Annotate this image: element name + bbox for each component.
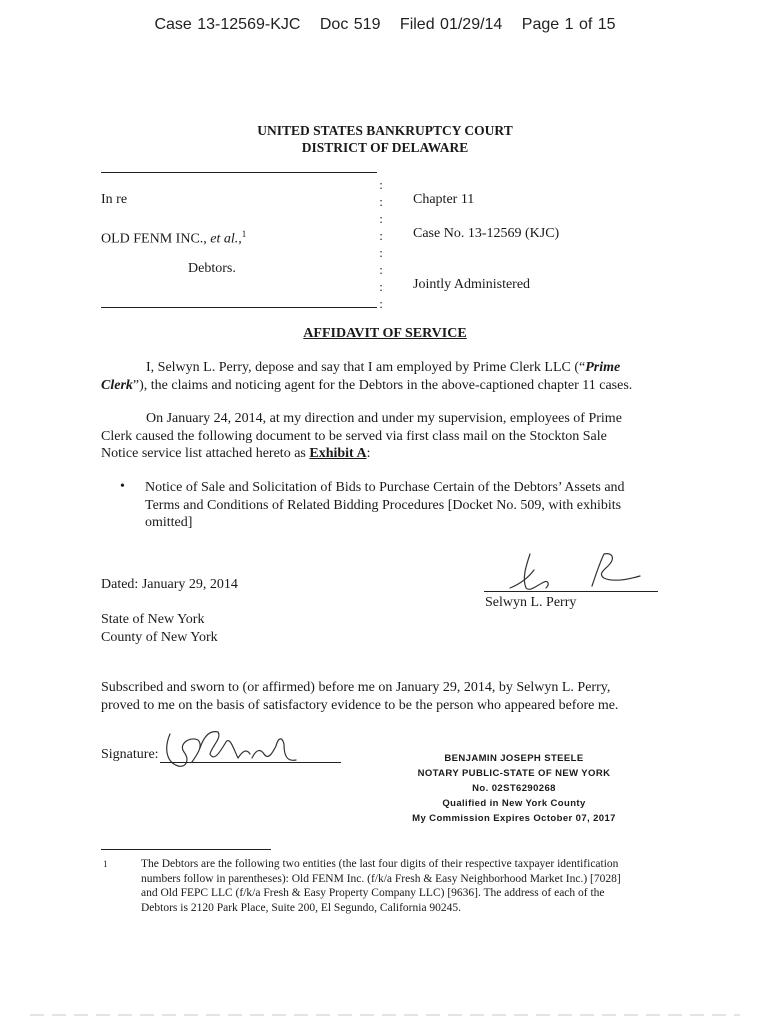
para2-line1: On January 24, 2014, at my direction and under my supervision, employees of Prime: [146, 411, 622, 426]
caption-colon: :: [379, 177, 383, 192]
jurat-paragraph: [101, 679, 721, 714]
document-title: AFFIDAVIT OF SERVICE: [303, 326, 467, 341]
notary-signature-line: [160, 762, 341, 763]
signature-label: Signature:: [101, 747, 159, 762]
chapter-label: Chapter 11: [413, 192, 475, 207]
court-name: [0, 122, 770, 156]
page-header: [0, 16, 770, 34]
venue-state: State of New York: [101, 612, 205, 627]
notary-title: NOTARY PUBLIC-STATE OF NEW YORK: [417, 768, 611, 779]
bullet-line3: omitted]: [145, 515, 193, 530]
filed-date-header: Filed 01/29/14: [399, 16, 503, 33]
footnote-line3: and Old FEPC LLC (f/k/a Fresh & Easy Property Company LLC) [9636]. The address of each of the: [141, 887, 605, 899]
para1-line1: I, Selwyn L. Perry, depose and say that I am employed by Prime Clerk LLC (“: [146, 360, 586, 375]
jurat-line1: Subscribed and sworn to (or affirmed) before me on January 29, 2014, by Selwyn L. Perry,: [101, 680, 611, 695]
venue-block: [101, 611, 218, 646]
et-al-text: et al.,: [210, 231, 242, 247]
notary-qualified: Qualified in New York County: [442, 798, 586, 809]
caption-bottom-rule: [101, 307, 377, 308]
footnote-line1: The Debtors are the following two entities (the last four digits of their respective taxpayer identification: [141, 858, 619, 870]
footnote-line2: numbers follow in parentheses): Old FENM Inc. (f/k/a Fresh & Easy Neighborhood Market Inc.) [7028]: [141, 872, 621, 885]
paragraph-service: [101, 410, 701, 463]
affiant-signature: [500, 548, 660, 596]
court-line-1: UNITED STATES BANKRUPTCY COURT: [257, 123, 513, 138]
caption-footnote-mark: 1: [241, 229, 247, 239]
bullet-line2: Terms and Conditions of Related Bidding Procedures [Docket No. 509, with exhibits: [145, 497, 622, 513]
venue-county: County of New York: [101, 629, 218, 645]
para2-line2: Clerk caused the following document to be served via first class mail on the Stockton Sale: [101, 428, 607, 444]
footnote-line4: Debtors is 2120 Park Place, Suite 200, El Segundo, California 90245.: [141, 901, 462, 914]
para1-line2: ”), the claims and noticing agent for the Debtors in the above-captioned chapter 11 cases.: [132, 377, 633, 393]
notary-signature: [160, 722, 310, 778]
para1-prime: Prime: [585, 360, 621, 375]
debtor-name-text: OLD FENM INC.,: [101, 231, 207, 247]
served-document-item: [145, 479, 665, 532]
caption-top-rule: [101, 172, 377, 173]
caption-colon: :: [379, 279, 383, 294]
caption-colon: :: [379, 296, 383, 311]
caption-colon: :: [379, 211, 383, 226]
para1-clerk: Clerk: [101, 377, 133, 393]
caption-colon: :: [379, 245, 383, 260]
para2-colon: :: [366, 446, 371, 461]
dated-line: Dated: January 29, 2014: [101, 577, 238, 592]
in-re-label: In re: [101, 192, 128, 207]
notary-stamp: [384, 751, 644, 826]
jointly-administered: Jointly Administered: [413, 277, 531, 292]
case-number-header: Case 13-12569-KJC: [154, 16, 301, 33]
affiant-signature-line: [484, 591, 658, 592]
debtors-label: Debtors.: [188, 261, 236, 276]
jurat-line2: proved to me on the basis of satisfactory evidence to be the person who appeared before me.: [101, 697, 619, 713]
affiant-name: Selwyn L. Perry: [485, 595, 577, 610]
footnote-rule: [101, 849, 271, 850]
case-number: Case No. 13-12569 (KJC): [413, 226, 560, 241]
doc-number-header: Doc 519: [319, 16, 381, 33]
bottom-scan-artifact: [30, 1014, 740, 1016]
debtor-name: [101, 225, 246, 249]
bullet-symbol: •: [120, 479, 125, 494]
footnote-text: [141, 857, 751, 915]
para2-line3: Notice service list attached hereto as: [101, 446, 310, 461]
caption-colon: :: [379, 262, 383, 277]
notary-name: BENJAMIN JOSEPH STEELE: [444, 753, 584, 764]
notary-number: No. 02ST6290268: [472, 783, 556, 794]
caption-colon: :: [379, 194, 383, 209]
notary-expires: My Commission Expires October 07, 2017: [412, 813, 616, 824]
bullet-line1: Notice of Sale and Solicitation of Bids to Purchase Certain of the Debtors’ Assets and: [145, 480, 625, 495]
footnote-mark: 1: [103, 859, 108, 869]
exhibit-a-reference: Exhibit A: [309, 446, 367, 461]
paragraph-employment: [101, 359, 701, 394]
page-number-header: Page 1 of 15: [521, 16, 616, 33]
caption-colon: :: [379, 228, 383, 243]
court-line-2: DISTRICT OF DELAWARE: [301, 140, 469, 155]
